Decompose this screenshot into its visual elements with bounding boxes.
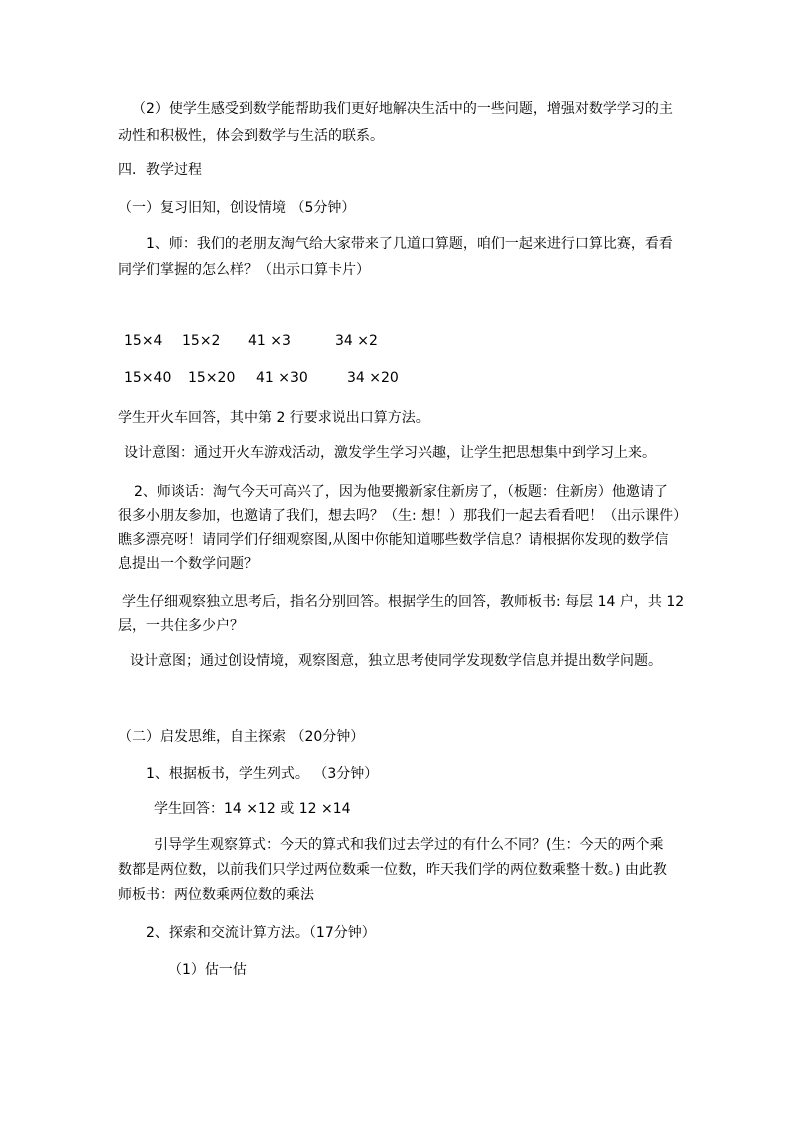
item2-line2: 很多小朋友参加，也邀请了我们，想去吗？（生: 想！）那我们一起去看看吧！（出示课件） [118,508,688,524]
item2-line1: 2、师谈话：淘气今天可高兴了，因为他要搬新家住新房了，（板题：住新房）他邀请了 [134,484,668,500]
observation-line1: 学生仔细观察独立思考后，指名分别回答。根据学生的回答，教师板书: 每层 14 户，共 12 [122,594,685,610]
calc-item: 34 ×2 [335,333,378,349]
guide-line1: 引导学生观察算式：今天的算式和我们过去学过的有什么不同？(生：今天的两个乘 [154,837,664,853]
estimate-heading: （1）估一估 [168,962,247,978]
goal-2-line1: （2）使学生感受到数学能帮助我们更好地解决生活中的一些问题，增强对数学学习的主 [132,101,673,117]
student-answer: 学生回答：14 ×12 或 12 ×14 [154,801,351,817]
calc-item: 41 ×3 [248,333,291,349]
calc-item: 34 ×20 [347,370,399,386]
step1-list-equation: 1、根据板书，学生列式。 （3分钟） [146,766,379,782]
item2-line3: 瞧多漂亮呀！请同学们仔细观察图,从图中你能知道哪些数学信息？请根据你发现的数学信 [118,532,669,548]
guide-line3: 师板书：两位数乘两位数的乘法 [118,887,314,903]
section-heading-teaching-process: 四．教学过程 [118,162,202,178]
calc-item: 15×2 [182,333,221,349]
train-answer-note: 学生开火车回答，其中第 2 行要求说出口算方法。 [118,410,430,426]
goal-2-line2: 动性和积极性，体会到数学与生活的联系。 [118,128,384,144]
calc-item: 41 ×30 [256,370,308,386]
guide-line2: 数都是两位数，以前我们只学过两位数乘一位数，昨天我们学的两位数乘整十数。) 由此教 [118,862,667,878]
step2-explore-method: 2、探索和交流计算方法。（17分钟） [146,925,376,941]
item1-line1: 1、师：我们的老朋友淘气给大家带来了几道口算题，咱们一起来进行口算比赛，看看 [146,236,673,252]
calc-item: 15×4 [124,333,163,349]
subsection-explore: （二）启发思维，自主探索 （20分钟） [118,729,365,745]
calc-item: 15×40 [124,370,172,386]
calc-item: 15×20 [188,370,236,386]
design-intent-2: 设计意图；通过创设情境，观察图意，独立思考使同学发现数学信息并提出数学问题。 [130,653,662,669]
observation-line2: 层，一共住多少户？ [118,618,244,634]
design-intent-1: 设计意图：通过开火车游戏活动，激发学生学习兴趣，让学生把思想集中到学习上来。 [124,445,656,461]
item2-line4: 息提出一个数学问题？ [118,556,258,572]
item1-line2: 同学们掌握的怎么样？（出示口算卡片） [118,262,370,278]
subsection-review: （一）复习旧知，创设情境 （5分钟） [118,200,356,216]
